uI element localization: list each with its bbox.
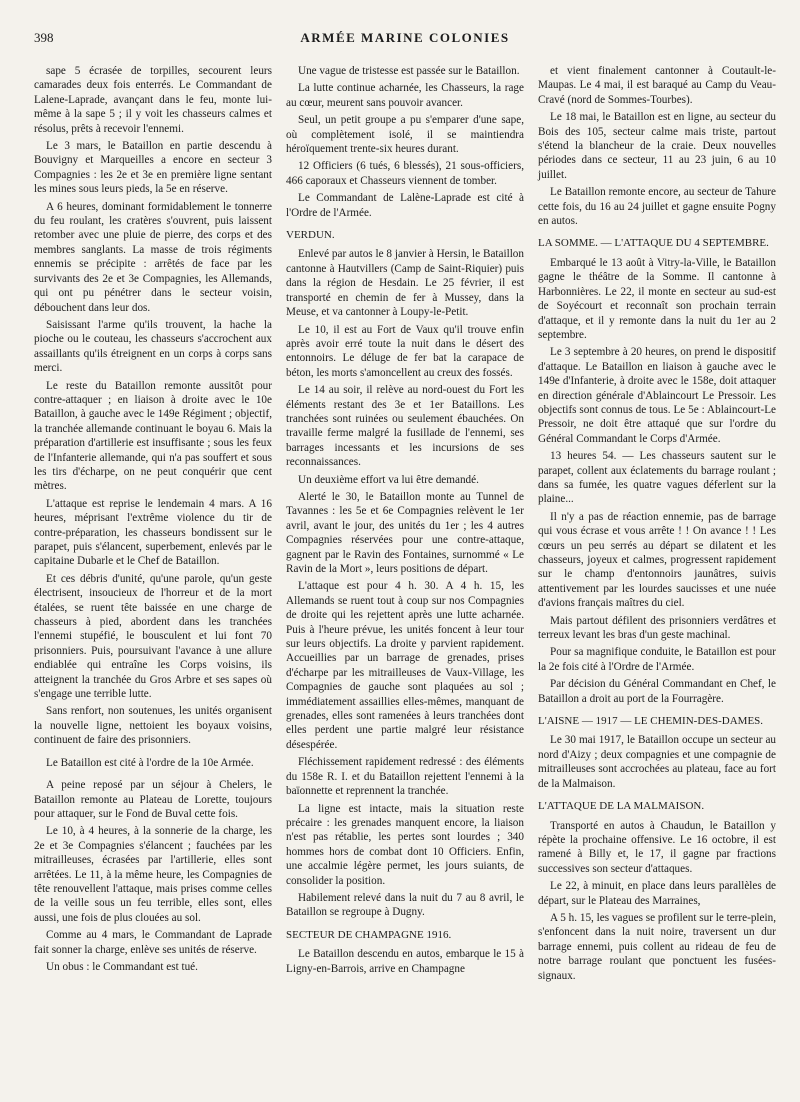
paragraph: Un obus : le Commandant est tué. bbox=[46, 960, 198, 973]
paragraph: sape 5 écrasée de torpilles, secourent leurs camarades deux fois enterrés. Le Commandant de Lalene-Laprade, avançant dans le feu, monte lui-même à la sape 5 ; il y voit les chasseurs calmes et résolus, prêts à recevoir l'ennemi. bbox=[34, 65, 272, 135]
column-3 bbox=[538, 64, 776, 986]
paragraph: Fléchissement rapidement redressé : des éléments du 158e R. I. et du Bataillon rejettent l'ennemi à la baïonnette et reprennent la tranchée. bbox=[286, 756, 524, 798]
paragraph: La ligne est intacte, mais la situation reste précaire : les grenades manquent encore, la liaison n'est pas rétablie, les pertes sont lourdes ; 340 hommes hors de combat dont 10 Officiers. Enfin, une accalmie légère permet, les jours suiants, de consolider la position. bbox=[286, 802, 524, 887]
section-heading-malmaison: L'ATTAQUE DE LA MALMAISON. bbox=[538, 800, 705, 813]
paragraph: Le 3 septembre à 20 heures, on prend le dispositif d'attaque. Le Bataillon en liaison à gauche avec le 149e d'Infanterie, à droite avec le 158e, doit attaquer en direction générale d'Ablaincourt Le Pressoir. Les objectifs sont connus de tous. Le 5e : Ablaincourt-Le Pressoir, ne doit être attaqué que sur l'ordre du Général Commandant le Corps d'Armée. bbox=[538, 346, 776, 445]
paragraph: A 5 h. 15, les vagues se profilent sur le terre-plein, s'enfoncent dans la nuit noire, traversent un dur barrage ennemi, puis collent au rideau de feu de notre barrage roulant que ponctuent les fusées-signaux. bbox=[538, 911, 776, 982]
paragraph: A 6 heures, dominant formidablement le tonnerre du feu roulant, les cratères s'ouvrent, puis laissent retomber avec une pluie de pierre, des corps et des membres sanglants. La masse de trois régiments ennemis se précipite : arrêtés de face par les survivants des 2e et 3e Compagnies, les Allemands, qui ont pu pénétrer dans le secteur voisin, débouchent dans leur dos. bbox=[34, 200, 272, 314]
column-1 bbox=[34, 64, 272, 986]
running-title: ARMÉE MARINE COLONIES bbox=[300, 30, 510, 45]
paragraph: Seul, un petit groupe a pu s'emparer d'une sape, où complètement isolé, il se maintiendra héroïquement trente-six heures durant. bbox=[286, 114, 524, 156]
paragraph: Le 22, à minuit, en place dans leurs parallèles de départ, sur le Plateau des Marraines, bbox=[538, 880, 776, 907]
paragraph: A peine reposé par un séjour à Chelers, le Bataillon remonte au Plateau de Lorette, toujours pour attaquer, sur le Fond de Buval cette fois. bbox=[34, 779, 272, 820]
paragraph: Embarqué le 13 août à Vitry-la-Ville, le Bataillon gagne le théâtre de la Somme. Il cantonne à Harbonnières. Le 22, il monte en secteur au sud-est de Soyécourt et reconnaît son prochain terrain d'attaque, et il y remonte dans la nuit du 1er au 2 septembre. bbox=[538, 256, 776, 341]
paragraph: La lutte continue acharnée, les Chasseurs, la rage au cœur, meurent sans pouvoir avancer. bbox=[286, 82, 524, 109]
paragraph: Transporté en autos à Chaudun, le Bataillon y répète la prochaine offensive. Le 16 octobre, il est ramené à Billy et, le 17, il gagne par fractions successives son secteur d'attaques. bbox=[538, 819, 776, 875]
paragraph: Comme au 4 mars, le Commandant de Laprade fait sonner la charge, enlève ses unités de réserve. bbox=[34, 929, 272, 956]
section-heading-champagne: SECTEUR DE CHAMPAGNE 1916. bbox=[286, 928, 452, 941]
paragraph: 12 Officiers (6 tués, 6 blessés), 21 sous-officiers, 466 caporaux et Chasseurs viennent de tomber. bbox=[286, 160, 524, 187]
citation-paragraph: Le Bataillon est cité à l'ordre de la 10e Armée. bbox=[46, 756, 254, 769]
paragraph: Mais partout défilent des prisonniers verdâtres et terreux levant les bras d'un geste machinal. bbox=[538, 614, 776, 642]
paragraph: Le 30 mai 1917, le Bataillon occupe un secteur au nord d'Aizy ; deux compagnies et une compagnie de mitrailleuses sont accrochées au plateau, face au fort de la Malmaison. bbox=[538, 734, 776, 790]
paragraph: Habilement relevé dans la nuit du 7 au 8 avril, le Bataillon se regroupe à Dugny. bbox=[286, 891, 524, 919]
paragraph: Le 10, à 4 heures, à la sonnerie de la charge, les 2e et 3e Compagnies s'élancent ; fauchées par les mitrailleuses, écrasées par l'artillerie, elles sont arrêtées. Le 11, à la même heure, les Compagnies de tête renouvellent l'attaque, mais prises comme celles de la veille sous un feu terrible, elles sont, elles aussi, une fois de plus clouées au sol. bbox=[34, 825, 272, 924]
paragraph: L'attaque est reprise le lendemain 4 mars. A 16 heures, méprisant l'extrême violence du tir de contre-préparation, les chasseurs bondissent sur le parapet, puis s'élancent, superbement, enlevés par le capitaine Dubarle et le Chef de Bataillon. bbox=[34, 497, 272, 568]
page-number: 398 bbox=[34, 30, 54, 45]
paragraph: 13 heures 54. — Les chasseurs sautent sur le parapet, collent aux éclatements du barrage roulant ; dans sa fumée, les quatre vagues déferlent sur la plaine... bbox=[538, 450, 776, 506]
paragraph: Une vague de tristesse est passée sur le Bataillon. bbox=[298, 65, 520, 77]
paragraph: Le 18 mai, le Bataillon est en ligne, au secteur du Bois des 105, secteur calme mais triste, partout s'étend la blancheur de la craie. Deux nouvelles périodes dans ce secteur, 11 au 23 juin, 6 au 10 juillet. bbox=[538, 111, 776, 181]
paragraph: Le reste du Bataillon remonte aussitôt pour contre-attaquer ; en liaison à droite avec le 10e Bataillon, à gauche avec le 149e Régiment ; objectif, la tranchée allemande continuant le boyau 6. Mais la préparation d'artillerie est insuffisante ; sous les feux de l'Infanterie allemande, qui n'a pas souffert et sous les tirs d'écharpe, on ne peut conquérir que cent mètres. bbox=[34, 379, 272, 493]
paragraph: Par décision du Général Commandant en Chef, le Bataillon a droit au port de la Fourragère. bbox=[538, 678, 776, 705]
paragraph: Il n'y a pas de réaction ennemie, pas de barrage qui vous écrase et vous arrête ! ! On avance ! ! Les cœurs un peu serrés au départ se dilatent et les chasseurs, joyeux et calmes, progressent rapidement sur le champ d'entonnoirs jaunâtres, suivis attentivement par les lourdes saucisses et une nuée d'avions français maîtres du ciel. bbox=[538, 510, 776, 610]
paragraph: Enlevé par autos le 8 janvier à Hersin, le Bataillon cantonne à Hautvillers (Camp de Saint-Riquier) puis dans la région de Hesdain. Le 25 février, il est transporté en chemin de fer à Mussey, dans la Meuse, et va cantonner à Loupy-le-Petit. bbox=[286, 248, 524, 319]
paragraph: L'attaque est pour 4 h. 30. A 4 h. 15, les Allemands se ruent tout à coup sur nos Compagnies de droite qui les rejettent après une lutte acharnée. Puis à l'heure prévue, les unités foncent à leur tour sur leurs objectifs. La droite y parvient rapidement. Accueillies par un barrage de grenades, prises d'écharpe par les mitrailleuses de Vaux-Village, les Compagnies de gauche sont plaquées au sol ; immédiatement assaillies elles-mêmes, manquant de grenades, elles sont ramenées à leurs tranchées dont elles perdent une partie malgré leur résistance désespérée. bbox=[286, 580, 524, 751]
paragraph: et vient finalement cantonner à Coutault-le-Maupas. Le 4 mai, il est baraqué au Camp du Veau-Cravé (nord de Sommes-Tourbes). bbox=[538, 65, 776, 106]
text-columns bbox=[34, 64, 776, 986]
column-2 bbox=[286, 64, 524, 986]
paragraph: Pour sa magnifique conduite, le Bataillon est pour la 2e fois cité à l'Ordre de l'Armée. bbox=[538, 646, 776, 673]
page-header bbox=[34, 28, 776, 50]
paragraph: Alerté le 30, le Bataillon monte au Tunnel de Tavannes : les 5e et 6e Compagnies relèvent le 1er avril, avant le jour, des unités du 1er ; les 4 autres Compagnies réservées pour une contre-attaque, gagnent par le Ravin des Fontaines, surnommé « Le Ravin de la Mort », leurs positions de départ. bbox=[286, 490, 524, 575]
paragraph: Et ces débris d'unité, qu'une parole, qu'un geste électrisent, insoucieux de l'horreur et de la mort étalées, se ruent tête baissée en une charge de chasseurs à pied, abordent dans les tranchées l'ennemi stupéfié, le bousculent et lui font 70 prisonniers. Puis, poursuivant l'avance à une allure endiablée qui entraîne les Corps voisins, ils atteignent la tranchée du Gros Arbre et ses sapes où s'engage une terrible lutte. bbox=[34, 572, 272, 701]
paragraph: Le 14 au soir, il relève au nord-ouest du Fort les éléments restant des 3e et 1er Bataillons. Les tranchées sont ruinées ou seulement ébauchées. On travaille ferme malgré la fusillade de l'ennemi, ses barrages incessants et les incursions de ses reconnaissances. bbox=[286, 384, 524, 469]
section-heading-aisne: L'AISNE — 1917 — LE CHEMIN-DES-DAMES. bbox=[538, 715, 764, 728]
section-heading-somme: LA SOMME. — L'ATTAQUE DU 4 SEPTEMBRE. bbox=[538, 237, 769, 250]
section-heading-verdun: VERDUN. bbox=[286, 229, 335, 242]
paragraph: Un deuxième effort va lui être demandé. bbox=[298, 473, 479, 486]
paragraph: Le 3 mars, le Bataillon en partie descendu à Bouvigny et Marqueilles a encore en secteur 3 Compagnies : les 2e et 3e en première ligne sentant les mines sous leurs pieds, la 5e en réserve. bbox=[34, 140, 272, 196]
paragraph: Le 10, il est au Fort de Vaux qu'il trouve enfin après avoir erré toute la nuit dans le désert des entonnoirs. Le déluge de fer bat la carapace de béton, les morts s'amoncellent au creux des fossés. bbox=[286, 323, 524, 379]
paragraph: Sans renfort, non soutenues, les unités organisent la nouvelle ligne, nettoient les boyaux voisins, continuent de faire des prisonniers. bbox=[34, 705, 272, 747]
paragraph: Le Commandant de Lalène-Laprade est cité à l'Ordre de l'Armée. bbox=[286, 192, 524, 219]
paragraph: Saisissant l'arme qu'ils trouvent, la hache la pioche ou le couteau, les chasseurs s'accrochent aux assaillants qu'ils étreignent en un corps à corps sans merci. bbox=[34, 318, 272, 375]
paragraph: Le Bataillon remonte encore, au secteur de Tahure cette fois, du 16 au 24 juillet et gagne ensuite Pogny en autos. bbox=[538, 186, 776, 228]
paragraph: Le Bataillon descendu en autos, embarque le 15 à Ligny-en-Barrois, arrive en Champagne bbox=[286, 948, 524, 975]
